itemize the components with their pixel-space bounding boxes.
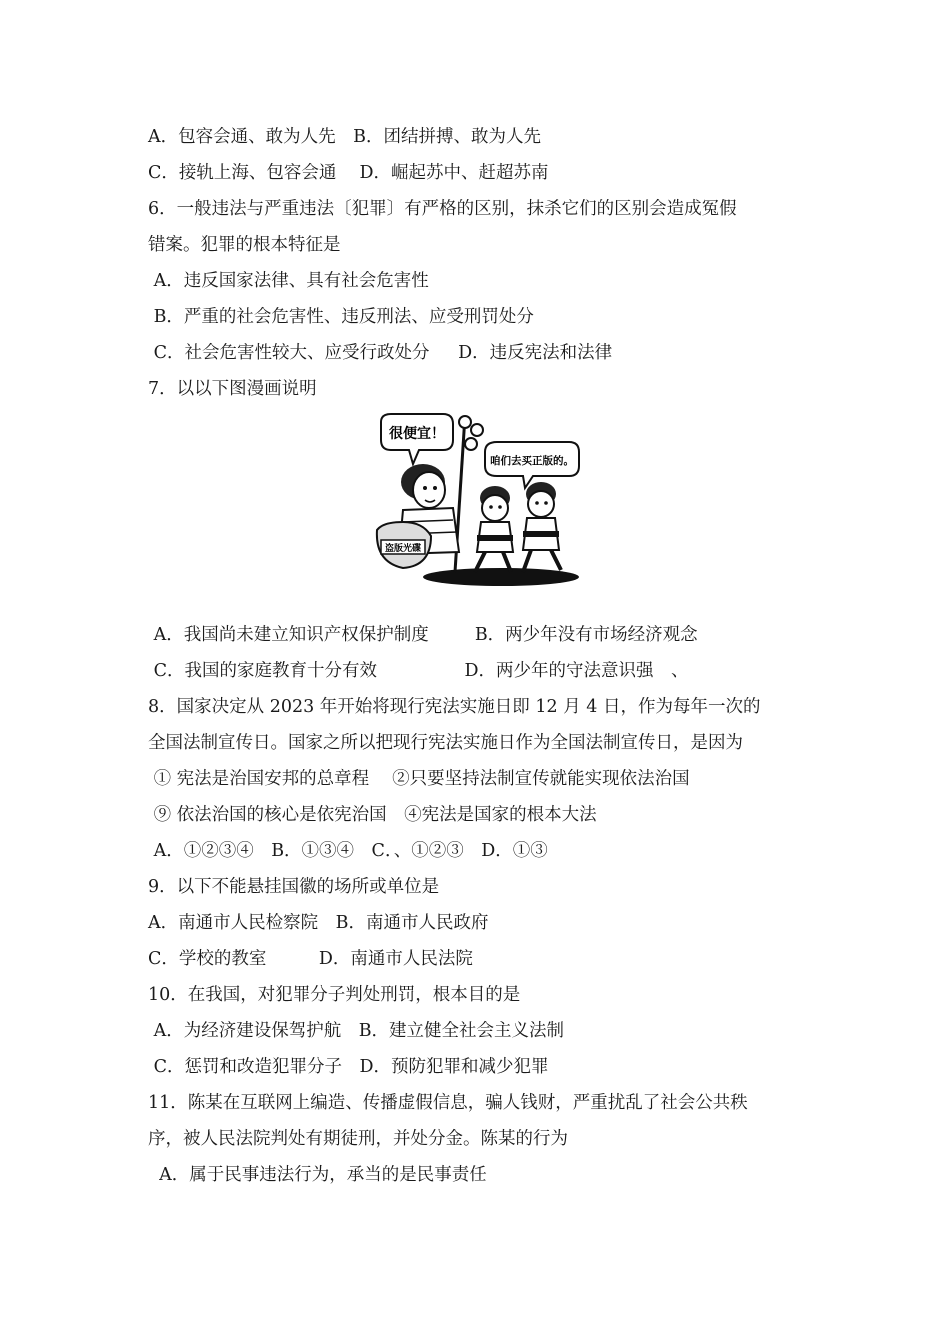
q8-stem-cont: 全国法制宣传日。国家之所以把现行宪法实施日作为全国法制宣传日，是因为 — [148, 733, 743, 753]
cartoon-illustration — [373, 412, 583, 590]
q6-option-a: A．违反国家法律、具有社会危害性 — [148, 271, 429, 291]
q11-stem: 11．陈某在互联网上编造、传播虚假信息，骗人钱财，严重扰乱了社会公共秩 — [148, 1093, 748, 1113]
q11-stem-cont: 序，被人民法院判处有期徒刑，并处分金。陈某的行为 — [148, 1129, 568, 1149]
q6-stem: 6．一般违法与严重违法〔犯罪〕有严格的区别，抹杀它们的区别会造成冤假 — [148, 199, 737, 219]
q9-options-ab: A．南通市人民检察院 B．南通市人民政府 — [148, 913, 489, 933]
q8-statements-12: ① 宪法是治国安邦的总章程 ②只要坚持法制宣传就能实现依法治国 — [148, 769, 690, 789]
q8-options: A．①②③④ B．①③④ C．、①②③ D．①③ — [148, 841, 548, 861]
q9-options-cd: C．学校的教室 D．南通市人民法院 — [148, 949, 473, 969]
q8-stem: 8．国家决定从 2023 年开始将现行宪法实施日即 12 月 4 日，作为每年一次的 — [148, 697, 761, 717]
q6-option-b: B．严重的社会危害性、违反刑法、应受刑罚处分 — [148, 307, 534, 327]
ground-shadow — [423, 568, 579, 586]
boy1-face — [482, 495, 508, 521]
boy2-face — [528, 491, 554, 517]
q7-options-ab: A．我国尚未建立知识产权保护制度 B．两少年没有市场经济观念 — [148, 625, 698, 645]
bag-label-text: 盗版光碟 — [384, 544, 422, 554]
q6-stem-cont: 错案。犯罪的根本特征是 — [148, 235, 341, 255]
bubble-right-text: 咱们去买正版的。 — [490, 455, 574, 467]
bubble-left-text: 很便宜！ — [389, 426, 445, 442]
q5-options-cd: C．接轨上海、包容会通 D．崛起苏中、赶超苏南 — [148, 163, 549, 183]
q8-statements-34: ⑨ 依法治国的核心是依宪治国 ④宪法是国家的根本大法 — [148, 805, 597, 825]
q11-option-a: A．属于民事违法行为，承当的是民事责任 — [148, 1165, 487, 1185]
q6-options-cd: C．社会危害性较大、应受行政处分 D．违反宪法和法律 — [148, 343, 613, 363]
q5-options-ab: A．包容会通、敢为人先 B．团结拼搏、敢为人先 — [148, 127, 541, 147]
q7-options-cd: C．我国的家庭教育十分有效 D．两少年的守法意识强 、 — [148, 661, 689, 681]
q10-options-ab: A．为经济建设保驾护航 B．建立健全社会主义法制 — [148, 1021, 565, 1041]
q10-options-cd: C．惩罚和改造犯罪分子 D．预防犯罪和减少犯罪 — [148, 1057, 549, 1077]
q7-stem: 7．以以下图漫画说明 — [148, 379, 317, 399]
q9-stem: 9．以下不能悬挂国徽的场所或单位是 — [148, 877, 440, 897]
q10-stem: 10．在我国，对犯罪分子判处刑罚，根本目的是 — [148, 985, 521, 1005]
